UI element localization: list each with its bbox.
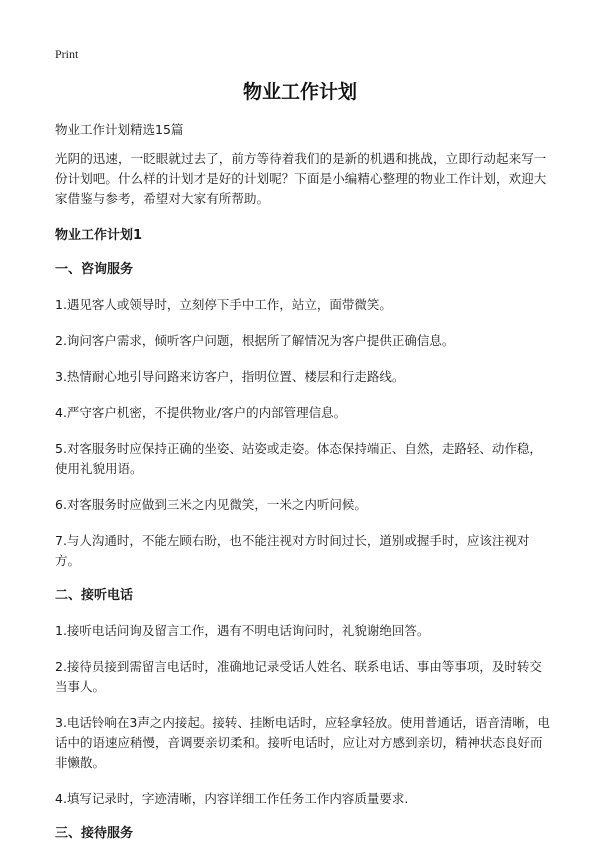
section-heading: 三、接待服务 <box>55 826 134 841</box>
plan-heading: 物业工作计划1 <box>55 228 143 243</box>
list-item: 7.与人沟通时，不能左顾右盼，也不能注视对方时间过长，道别或握手时，应该注视对方。 <box>55 533 530 568</box>
section-consulting-service <box>55 261 550 571</box>
document-subtitle: 物业工作计划精选15篇 <box>55 122 184 137</box>
list-item: 2.接待员接到需留言电话时，准确地记录受话人姓名、联系电话、事由等事项，及时转交当事人。 <box>55 659 542 694</box>
list-item: 6.对客服务时应做到三米之内见微笑，一米之内听问候。 <box>55 497 367 512</box>
section-heading: 一、咨询服务 <box>55 262 134 277</box>
list-item: 2.询问客户需求，倾听客户问题，根据所了解情况为客户提供正确信息。 <box>55 333 455 348</box>
print-link[interactable]: Print <box>55 47 79 61</box>
list-item: 1.遇见客人或领导时，立刻停下手中工作，站立，面带微笑。 <box>55 297 392 312</box>
document-body <box>55 121 550 859</box>
list-item: 1.接听电话问询及留言工作，遇有不明电话询问时，礼貌谢绝回答。 <box>55 623 430 638</box>
list-item: 3.热情耐心地引导问路来访客户，指明位置、楼层和行走路线。 <box>55 369 405 384</box>
section-answering-calls <box>55 587 550 809</box>
page-title: 物业工作计划 <box>242 81 357 103</box>
list-item: 5.对客服务时应保持正确的坐姿、站姿或走姿。体态保持端正、自然，走路轻、动作稳，使用礼貌用语。 <box>55 441 542 476</box>
list-item: 3.电话铃响在3声之内接起。接转、挂断电话时，应轻拿轻放。使用普通话，语音清晰，电话中的语速应稍慢，音调要亲切柔和。接听电话时，应让对方感到亲切，精神状态良好而非懒散。 <box>55 715 550 770</box>
intro-paragraph: 光阴的迅速，一眨眼就过去了，前方等待着我们的是新的机遇和挑战，立即行动起来写一份计划吧。什么样的计划才是好的计划呢？下面是小编精心整理的物业工作计划，欢迎大家借鉴与参考，希望对大家有所帮助。 <box>55 151 547 206</box>
section-heading: 二、接听电话 <box>55 588 134 603</box>
list-item: 4.填写记录时，字迹清晰，内容详细工作任务工作内容质量要求. <box>55 791 409 806</box>
list-item: 4.严守客户机密，不提供物业/客户的内部管理信息。 <box>55 405 347 420</box>
